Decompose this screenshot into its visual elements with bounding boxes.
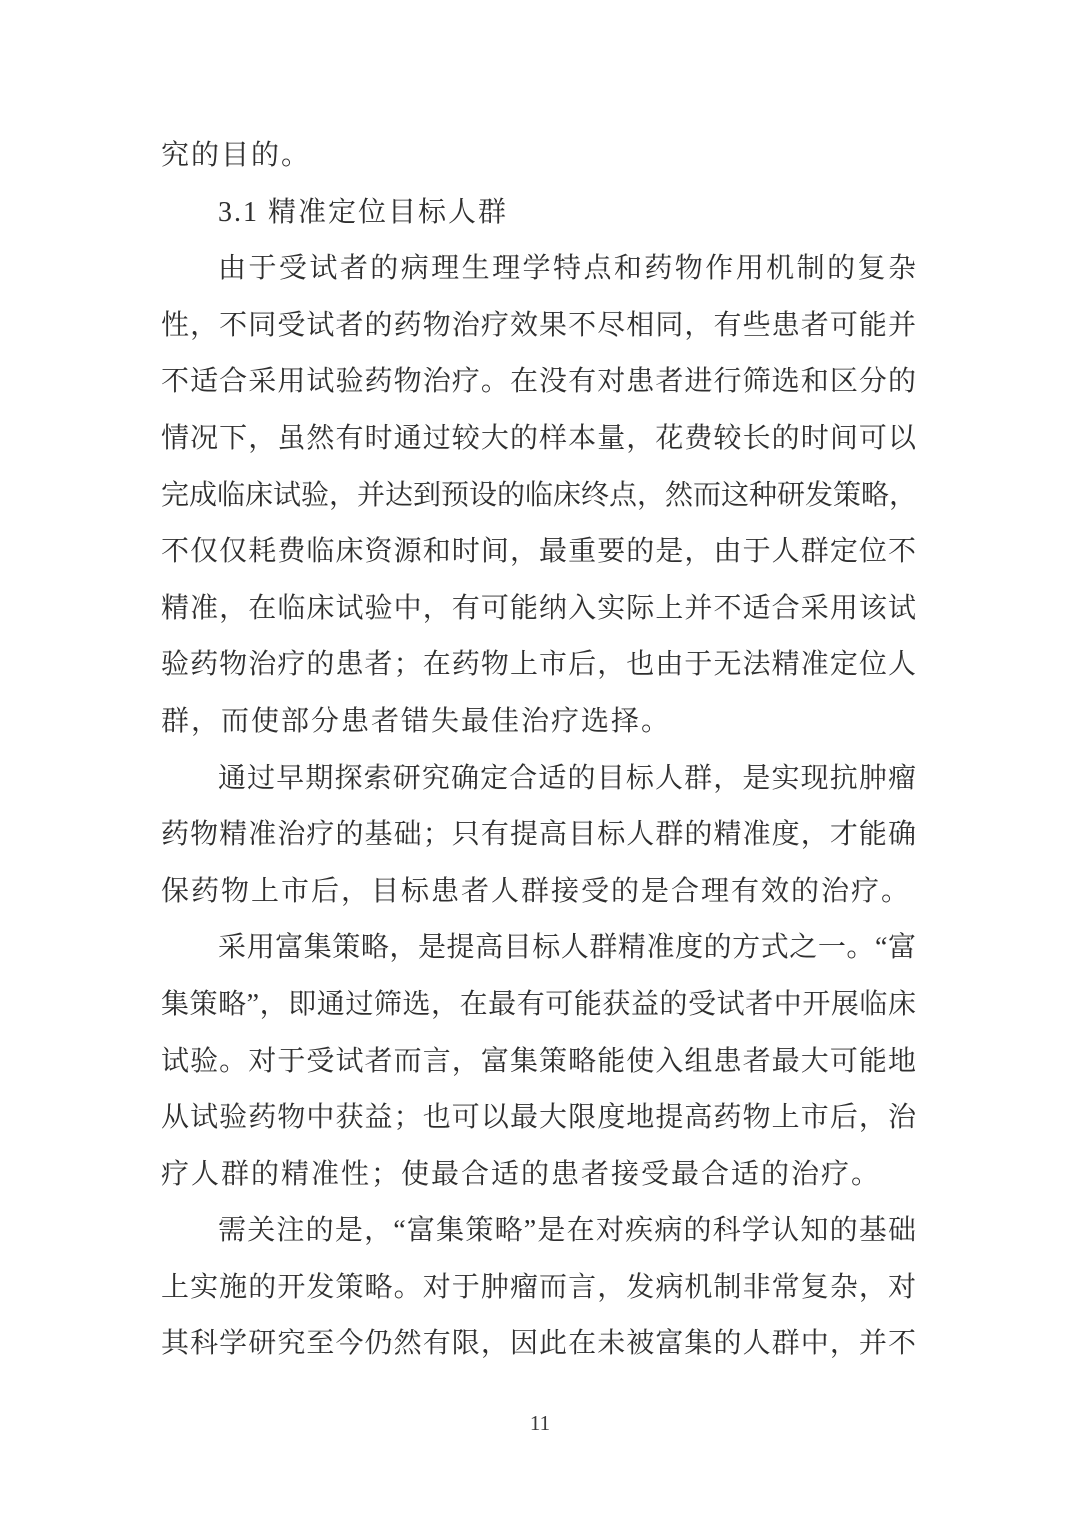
text-line: 情况下，虽然有时通过较大的样本量，花费较长的时间可以 (161, 422, 916, 454)
text-line: 通过早期探索研究确定合适的目标人群，是实现抗肿瘤 (218, 762, 916, 794)
text-line: 由于受试者的病理生理学特点和药物作用机制的复杂 (218, 253, 916, 285)
text-line: 疗人群的精准性；使最合适的患者接受最合适的治疗。 (161, 1158, 882, 1190)
text-line: 不适合采用试验药物治疗。在没有对患者进行筛选和区分的 (161, 366, 916, 398)
text-line: 其科学研究至今仍然有限，因此在未被富集的人群中，并不 (161, 1328, 916, 1360)
text-line: 完成临床试验，并达到预设的临床终点，然而这种研发策略， (161, 479, 918, 511)
text-line: 采用富集策略，是提高目标人群精准度的方式之一。“富 (218, 932, 916, 964)
text-line: 从试验药物中获益；也可以最大限度地提高药物上市后，治 (161, 1102, 916, 1134)
section-heading: 3.1 精准定位目标人群 (218, 196, 509, 228)
text-line: 究的目的。 (161, 140, 312, 171)
text-line: 需关注的是，“富集策略”是在对疾病的科学认知的基础 (218, 1215, 916, 1247)
text-line: 验药物治疗的患者；在药物上市后，也由于无法精准定位人 (161, 649, 916, 681)
text-line: 集策略”，即通过筛选，在最有可能获益的受试者中开展临床 (161, 988, 916, 1020)
text-line: 试验。对于受试者而言，富集策略能使入组患者最大可能地 (161, 1045, 916, 1077)
page-number: 11 (529, 1411, 551, 1435)
text-line: 不仅仅耗费临床资源和时间，最重要的是，由于人群定位不 (161, 536, 916, 568)
text-line: 性，不同受试者的药物治疗效果不尽相同，有些患者可能并 (161, 309, 916, 341)
text-line: 群，而使部分患者错失最佳治疗选择。 (161, 705, 672, 737)
text-line: 精准，在临床试验中，有可能纳入实际上并不适合采用该试 (161, 592, 916, 624)
text-line: 保药物上市后，目标患者人群接受的是合理有效的治疗。 (161, 875, 912, 907)
text-line: 药物精准治疗的基础；只有提高目标人群的精准度，才能确 (161, 819, 916, 851)
page-body (161, 128, 916, 1373)
text-line: 上实施的开发策略。对于肿瘤而言，发病机制非常复杂，对 (161, 1271, 916, 1303)
